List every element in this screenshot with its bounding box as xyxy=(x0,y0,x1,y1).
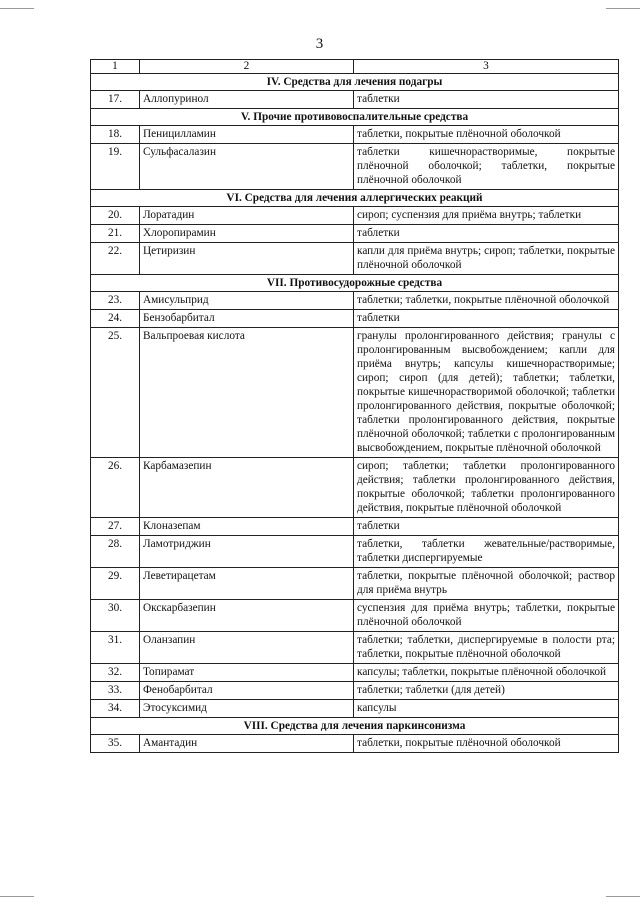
dosage-form: таблетки; таблетки (для детей) xyxy=(354,682,619,700)
section-title: VI. Средства для лечения аллергических реакций xyxy=(91,190,619,207)
scan-mark-bottom-left xyxy=(0,896,34,897)
column-header-name: 2 xyxy=(140,60,354,74)
row-number: 33. xyxy=(91,682,140,700)
row-number: 19. xyxy=(91,144,140,190)
table-row xyxy=(91,458,619,518)
table-row xyxy=(91,735,619,753)
column-header-form: 3 xyxy=(354,60,619,74)
dosage-form: сироп; суспензия для приёма внутрь; таблетки xyxy=(354,207,619,225)
dosage-form: таблетки; таблетки, покрытые плёночной оболочкой xyxy=(354,292,619,310)
table-row xyxy=(91,310,619,328)
row-number: 24. xyxy=(91,310,140,328)
column-header-number: 1 xyxy=(91,60,140,74)
dosage-form: таблетки xyxy=(354,310,619,328)
table-row xyxy=(91,126,619,144)
table-row xyxy=(91,292,619,310)
row-number: 18. xyxy=(91,126,140,144)
medication-table-body xyxy=(91,60,619,753)
table-row xyxy=(91,518,619,536)
section-title: VIII. Средства для лечения паркинсонизма xyxy=(91,718,619,735)
section-header-row xyxy=(91,275,619,292)
row-number: 23. xyxy=(91,292,140,310)
table-row xyxy=(91,91,619,109)
dosage-form: таблетки, покрытые плёночной оболочкой; раствор для приёма внутрь xyxy=(354,568,619,600)
row-number: 20. xyxy=(91,207,140,225)
row-number: 26. xyxy=(91,458,140,518)
row-number: 28. xyxy=(91,536,140,568)
drug-name: Карбамазепин xyxy=(140,458,354,518)
dosage-form: таблетки, покрытые плёночной оболочкой xyxy=(354,735,619,753)
row-number: 31. xyxy=(91,632,140,664)
table-row xyxy=(91,243,619,275)
drug-name: Амантадин xyxy=(140,735,354,753)
page-number: 3 xyxy=(315,36,325,52)
drug-name: Хлоропирамин xyxy=(140,225,354,243)
drug-name: Клоназепам xyxy=(140,518,354,536)
drug-name: Оланзапин xyxy=(140,632,354,664)
scan-mark-top-left xyxy=(0,8,34,9)
drug-name: Пеницилламин xyxy=(140,126,354,144)
table-row xyxy=(91,568,619,600)
drug-name: Этосуксимид xyxy=(140,700,354,718)
dosage-form: гранулы пролонгированного действия; гранулы с пролонгированным высвобождением; капли для приёма внутрь; капсулы кишечнорастворимые; сироп; сироп (для детей); таблетки; таблетки, покрытые кишечнорастворимой оболочкой; таблетки пролонгированного действия, покрытые оболочкой; таблетки пролонгированного действия, покрытые плёночной оболочкой; таблетки с пролонгированным высвобождением, покрытые плёночной оболочкой xyxy=(354,328,619,458)
drug-name: Топирамат xyxy=(140,664,354,682)
row-number: 17. xyxy=(91,91,140,109)
drug-name: Вальпроевая кислота xyxy=(140,328,354,458)
row-number: 21. xyxy=(91,225,140,243)
drug-name: Лоратадин xyxy=(140,207,354,225)
drug-name: Окскарбазепин xyxy=(140,600,354,632)
table-row xyxy=(91,225,619,243)
scan-mark-top-right xyxy=(606,8,640,9)
section-header-row xyxy=(91,109,619,126)
drug-name: Бензобарбитал xyxy=(140,310,354,328)
row-number: 35. xyxy=(91,735,140,753)
section-header-row xyxy=(91,74,619,91)
drug-name: Сульфасалазин xyxy=(140,144,354,190)
drug-name: Леветирацетам xyxy=(140,568,354,600)
dosage-form: таблетки xyxy=(354,91,619,109)
drug-name: Амисульприд xyxy=(140,292,354,310)
dosage-form: капли для приёма внутрь; сироп; таблетки, покрытые плёночной оболочкой xyxy=(354,243,619,275)
table-row xyxy=(91,328,619,458)
dosage-form: таблетки кишечнорастворимые, покрытые плёночной оболочкой; таблетки, покрытые плёночной оболочкой xyxy=(354,144,619,190)
dosage-form: капсулы xyxy=(354,700,619,718)
drug-name: Цетиризин xyxy=(140,243,354,275)
row-number: 34. xyxy=(91,700,140,718)
table-row xyxy=(91,600,619,632)
section-title: IV. Средства для лечения подагры xyxy=(91,74,619,91)
scan-mark-bottom-right xyxy=(606,896,640,897)
section-title: V. Прочие противовоспалительные средства xyxy=(91,109,619,126)
row-number: 22. xyxy=(91,243,140,275)
table-header-row xyxy=(91,60,619,74)
section-header-row xyxy=(91,190,619,207)
table-row xyxy=(91,664,619,682)
section-title: VII. Противосудорожные средства xyxy=(91,275,619,292)
dosage-form: таблетки xyxy=(354,518,619,536)
table-row xyxy=(91,700,619,718)
drug-name: Аллопуринол xyxy=(140,91,354,109)
table-row xyxy=(91,632,619,664)
table-row xyxy=(91,682,619,700)
dosage-form: таблетки xyxy=(354,225,619,243)
row-number: 30. xyxy=(91,600,140,632)
dosage-form: капсулы; таблетки, покрытые плёночной оболочкой xyxy=(354,664,619,682)
dosage-form: суспензия для приёма внутрь; таблетки, покрытые плёночной оболочкой xyxy=(354,600,619,632)
table-row xyxy=(91,207,619,225)
drug-name: Ламотриджин xyxy=(140,536,354,568)
row-number: 29. xyxy=(91,568,140,600)
row-number: 25. xyxy=(91,328,140,458)
table-row xyxy=(91,144,619,190)
row-number: 27. xyxy=(91,518,140,536)
dosage-form: сироп; таблетки; таблетки пролонгированного действия; таблетки пролонгированного действия, покрытые оболочкой; таблетки пролонгированного действия, покрытые плёночной оболочкой xyxy=(354,458,619,518)
dosage-form: таблетки; таблетки, диспергируемые в полости рта; таблетки, покрытые плёночной оболочкой xyxy=(354,632,619,664)
section-header-row xyxy=(91,718,619,735)
dosage-form: таблетки, таблетки жевательные/растворимые, таблетки диспергируемые xyxy=(354,536,619,568)
drug-name: Фенобарбитал xyxy=(140,682,354,700)
dosage-form: таблетки, покрытые плёночной оболочкой xyxy=(354,126,619,144)
medication-table xyxy=(90,59,619,753)
table-row xyxy=(91,536,619,568)
row-number: 32. xyxy=(91,664,140,682)
